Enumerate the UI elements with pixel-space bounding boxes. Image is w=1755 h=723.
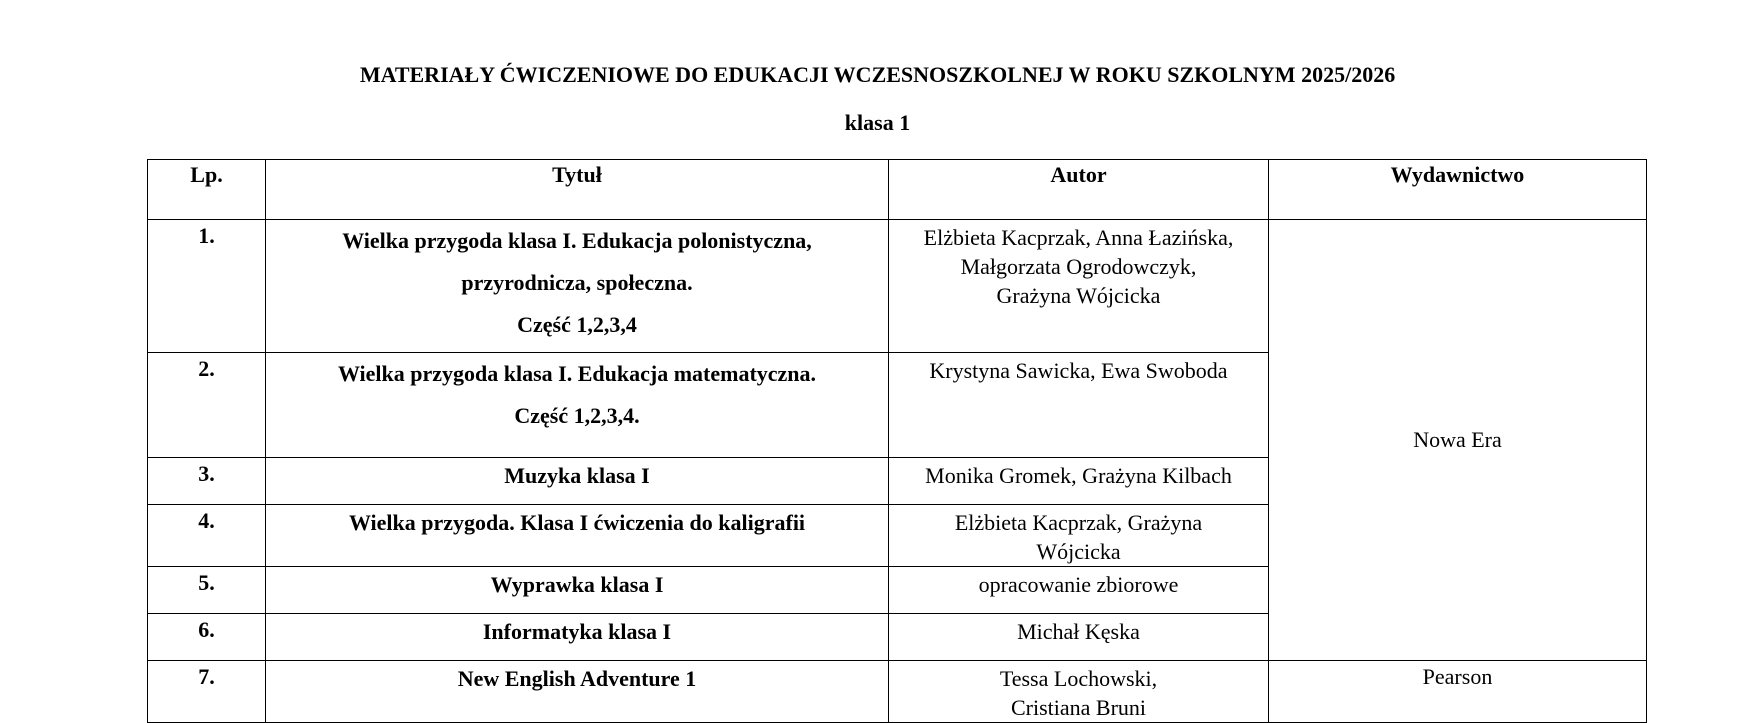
row-title	[266, 567, 889, 614]
publisher-cell-pearson: Pearson	[1269, 661, 1647, 723]
author-line: Krystyna Sawicka, Ewa Swoboda	[929, 358, 1228, 383]
row-title	[266, 661, 889, 723]
row-title	[266, 614, 889, 661]
row-number: 5.	[148, 567, 266, 614]
document-subtitle: klasa 1	[844, 110, 911, 135]
row-number: 7.	[148, 661, 266, 723]
title-line: Muzyka klasa I	[504, 463, 650, 488]
title-line: Wielka przygoda. Klasa I ćwiczenia do kaligrafii	[348, 510, 806, 535]
title-line: Wielka przygoda klasa I. Edukacja polonistyczna,	[342, 228, 812, 253]
row-number: 6.	[148, 614, 266, 661]
author-line: Wójcicka	[1036, 539, 1121, 564]
header-publisher: Wydawnictwo	[1269, 160, 1647, 220]
row-author	[889, 614, 1269, 661]
publisher-cell-nowa-era: Nowa Era	[1269, 220, 1647, 661]
row-author	[889, 505, 1269, 567]
author-line: Tessa Lochowski,	[999, 666, 1158, 691]
row-author	[889, 220, 1269, 353]
author-line: Małgorzata Ogrodowczyk,	[960, 254, 1197, 279]
row-number: 4.	[148, 505, 266, 567]
header-lp: Lp.	[148, 160, 266, 220]
title-line: przyrodnicza, społeczna.	[461, 270, 693, 295]
row-title	[266, 505, 889, 567]
row-number: 2.	[148, 353, 266, 458]
row-author	[889, 353, 1269, 458]
table-row	[148, 220, 1647, 353]
row-title	[266, 458, 889, 505]
title-line: Informatyka klasa I	[482, 619, 672, 644]
row-author	[889, 458, 1269, 505]
row-number: 1.	[148, 220, 266, 353]
author-line: Michał Kęska	[1017, 619, 1140, 644]
materials-table	[147, 159, 1647, 723]
author-line: Elżbieta Kacprzak, Anna Łazińska,	[923, 225, 1234, 250]
title-line: Część 1,2,3,4	[517, 312, 637, 337]
row-title	[266, 353, 889, 458]
author-line: Grażyna Wójcicka	[996, 283, 1161, 308]
row-title	[266, 220, 889, 353]
header-title: Tytuł	[266, 160, 889, 220]
header-author: Autor	[889, 160, 1269, 220]
author-line: opracowanie zbiorowe	[978, 572, 1179, 597]
title-line: Wielka przygoda klasa I. Edukacja matematyczna.	[337, 361, 817, 386]
row-author	[889, 567, 1269, 614]
table-header-row	[148, 160, 1647, 220]
title-line: New English Adventure 1	[457, 666, 697, 691]
table-row	[148, 661, 1647, 723]
row-number: 3.	[148, 458, 266, 505]
row-author	[889, 661, 1269, 723]
author-line: Cristiana Bruni	[1010, 695, 1147, 720]
title-line: Część 1,2,3,4.	[514, 403, 640, 428]
author-line: Monika Gromek, Grażyna Kilbach	[925, 463, 1232, 488]
author-line: Elżbieta Kacprzak, Grażyna	[954, 510, 1203, 535]
document-title: MATERIAŁY ĆWICZENIOWE DO EDUKACJI WCZESNOSZKOLNEJ W ROKU SZKOLNYM 2025/2026	[359, 62, 1396, 87]
title-line: Wyprawka klasa I	[490, 572, 664, 597]
